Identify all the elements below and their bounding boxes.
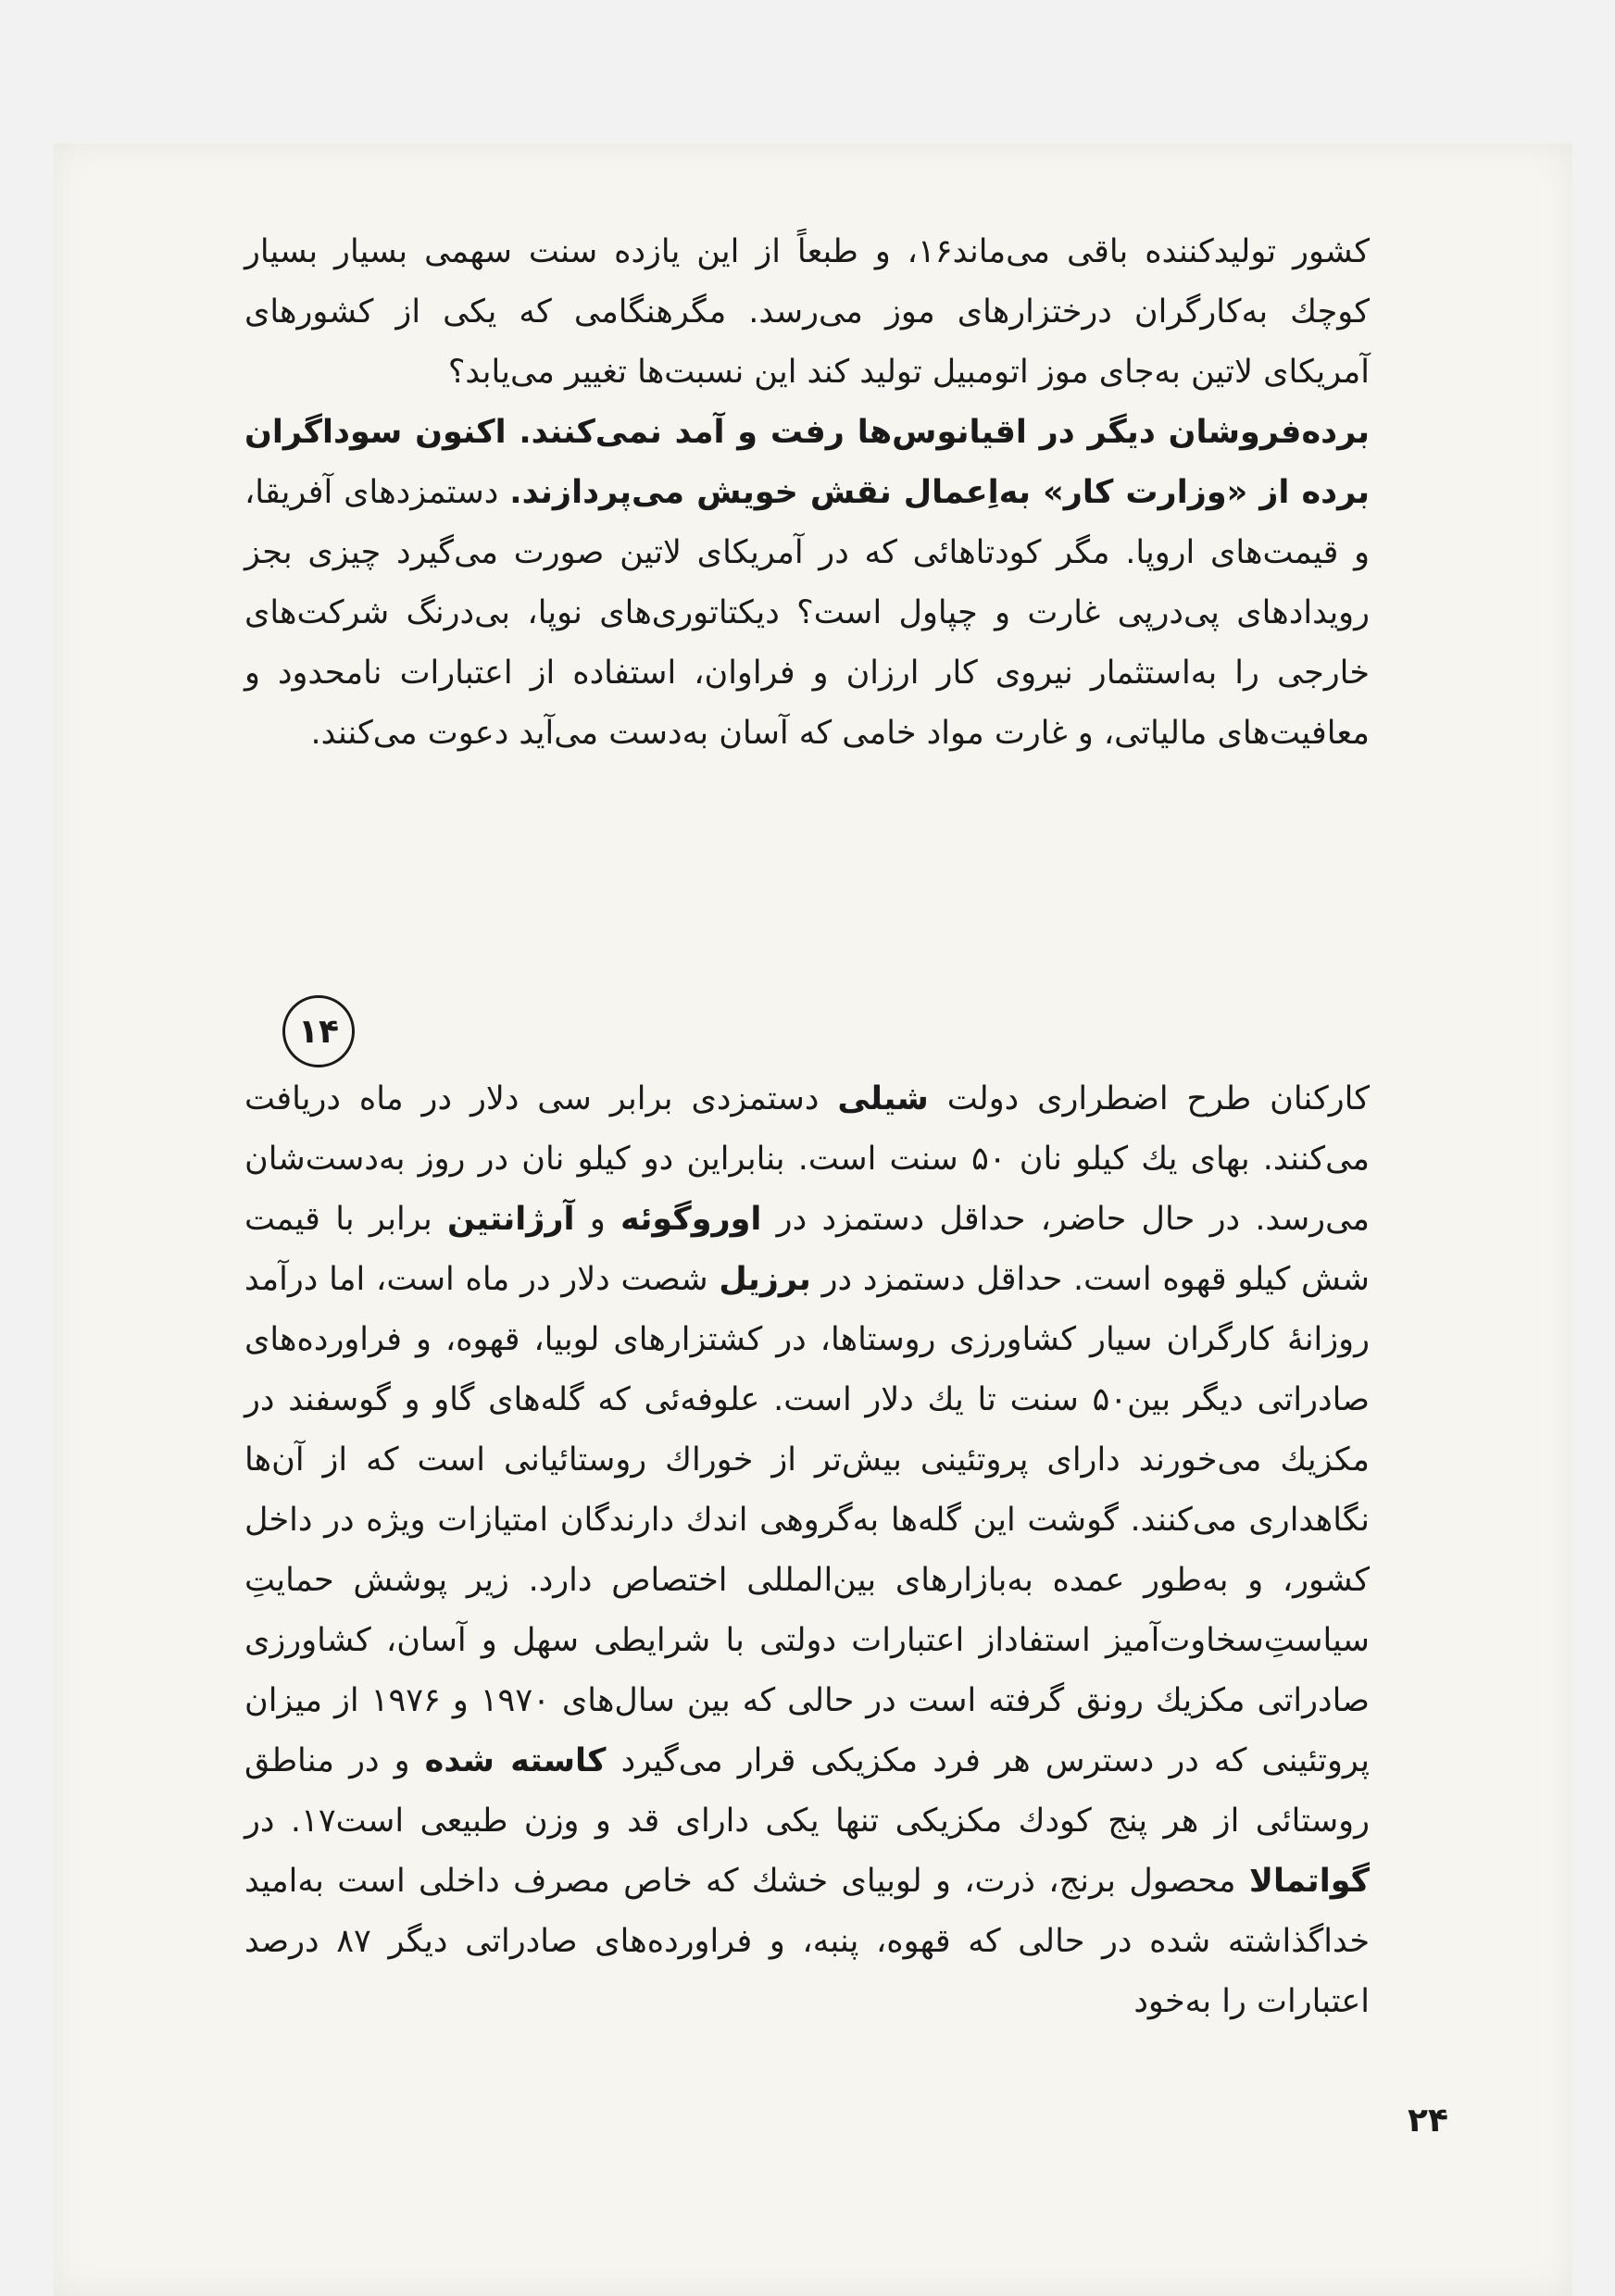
bold-term-guatemala: گواتمالا [1248, 1863, 1370, 1900]
text-run: کارکنان طرح اضطراری دولت [928, 1080, 1371, 1117]
paragraph-2-body: دستمزدهای آفریقا، و قیمت‌های اروپا. مگر کودتاهائی که در آمریکای لاتین صورت می‌گیرد چیزی بجز رویدادهای پی‌درپی غارت و چپاول است؟ دیکتاتوری‌های نوپا، بی‌درنگ شرکت‌های خارجی را به‌استثمار نیروی کار ارزان و فراوان، استفاده از اعتبارات نامحدود و معافیت‌های مالیاتی، و غارت مواد خامی که آسان به‌دست می‌آید دعوت می‌کنند. [244, 474, 1370, 752]
paragraph-2 [244, 403, 1370, 764]
text-run: دستمزدی برابر سی دلار در ماه دریافت می‌کنند. بهای یك کیلو نان ۵۰ سنت است. بنابراین دو کیلو نان در روز به‌دست‌شان می‌رسد. در حال حاضر، حداقل دستمزد در [244, 1080, 1370, 1238]
bold-term-argentina: آرژانتین [447, 1201, 575, 1238]
paragraph-1: کشور تولیدکننده باقی می‌ماند۱۶، و طبعاً از این یازده سنت سهمی بسیار بسیار کوچك به‌کارگران درختزارهای موز می‌رسد. مگرهنگامی که یکی از کشورهای آمریکای لاتین به‌جای موز اتومبیل تولید کند این نسبت‌ها تغییر می‌یابد؟ [244, 233, 1370, 391]
page-number: ۲۴ [1408, 2102, 1448, 2140]
text-run: و [574, 1201, 621, 1238]
bold-term-decreased: کاسته شده [424, 1742, 607, 1779]
text-run: برابر با قیمت شش کیلو قهوه است. حداقل دستمزد در [244, 1201, 1371, 1298]
bold-term-uruguay: اوروگوئه [620, 1201, 762, 1238]
upper-text-block [244, 222, 1370, 764]
text-run: شصت دلار در ماه است، اما درآمد روزانهٔ کارگران سیار کشاورزی روستاها، در کشتزارهای لوبیا، قهوه، و فراورده‌های صادراتی دیگر بین۵۰ سنت تا یك دلار است. علوفه‌ئی که گله‌های گاو و گوسفند در مکزیك می‌خورند دارای پروتئینی بیش‌تر از خوراك روستائیانی است که از آن‌ها نگاهداری می‌کنند. گوشت این گله‌ها به‌گروهی اندك دارندگان امتیازات ویژه در داخل کشور، و به‌طور عمده به‌بازارهای بین‌المللی اختصاص دارد. زیر پوشش حمایتِ سیاستِ‌سخاوت‌آمیز استفاداز اعتبارات دولتی با شرایطی سهل و آسان، کشاورزی صادراتی مکزیك رونق گرفته است در حالی که بین سال‌های ۱۹۷۰ و ۱۹۷۶ از میزان پروتئینی که در دسترس هر فرد مکزیکی قرار می‌گیرد [244, 1261, 1370, 1779]
bold-term-chile: شیلی [837, 1080, 929, 1117]
section-number-circle: ۱۴ [282, 995, 355, 1067]
lower-text-block [244, 1069, 1370, 2032]
paragraph-3 [244, 1069, 1370, 2032]
bold-term-brazil: برزیل [719, 1261, 811, 1298]
text-run: محصول برنج، ذرت، و لوبیای خشك که خاص مصرف داخلی است به‌امید خداگذاشته شده در حالی که قهوه، پنبه، و فراورده‌های صادراتی دیگر ۸۷ درصد اعتبارات را به‌خود [244, 1863, 1370, 2020]
text-run: و در مناطق روستائی از هر پنج کودك مکزیکی تنها یکی دارای قد و وزن طبیعی است۱۷. در [244, 1742, 1370, 1840]
paragraph-2-bold-lead: برده‌فروشان دیگر در اقیانوس‌ها رفت و آمد نمی‌کنند. اکنون سوداگران برده از «وزارت کار» به‌اِعمال نقش خویش می‌پردازند. [244, 414, 1370, 511]
